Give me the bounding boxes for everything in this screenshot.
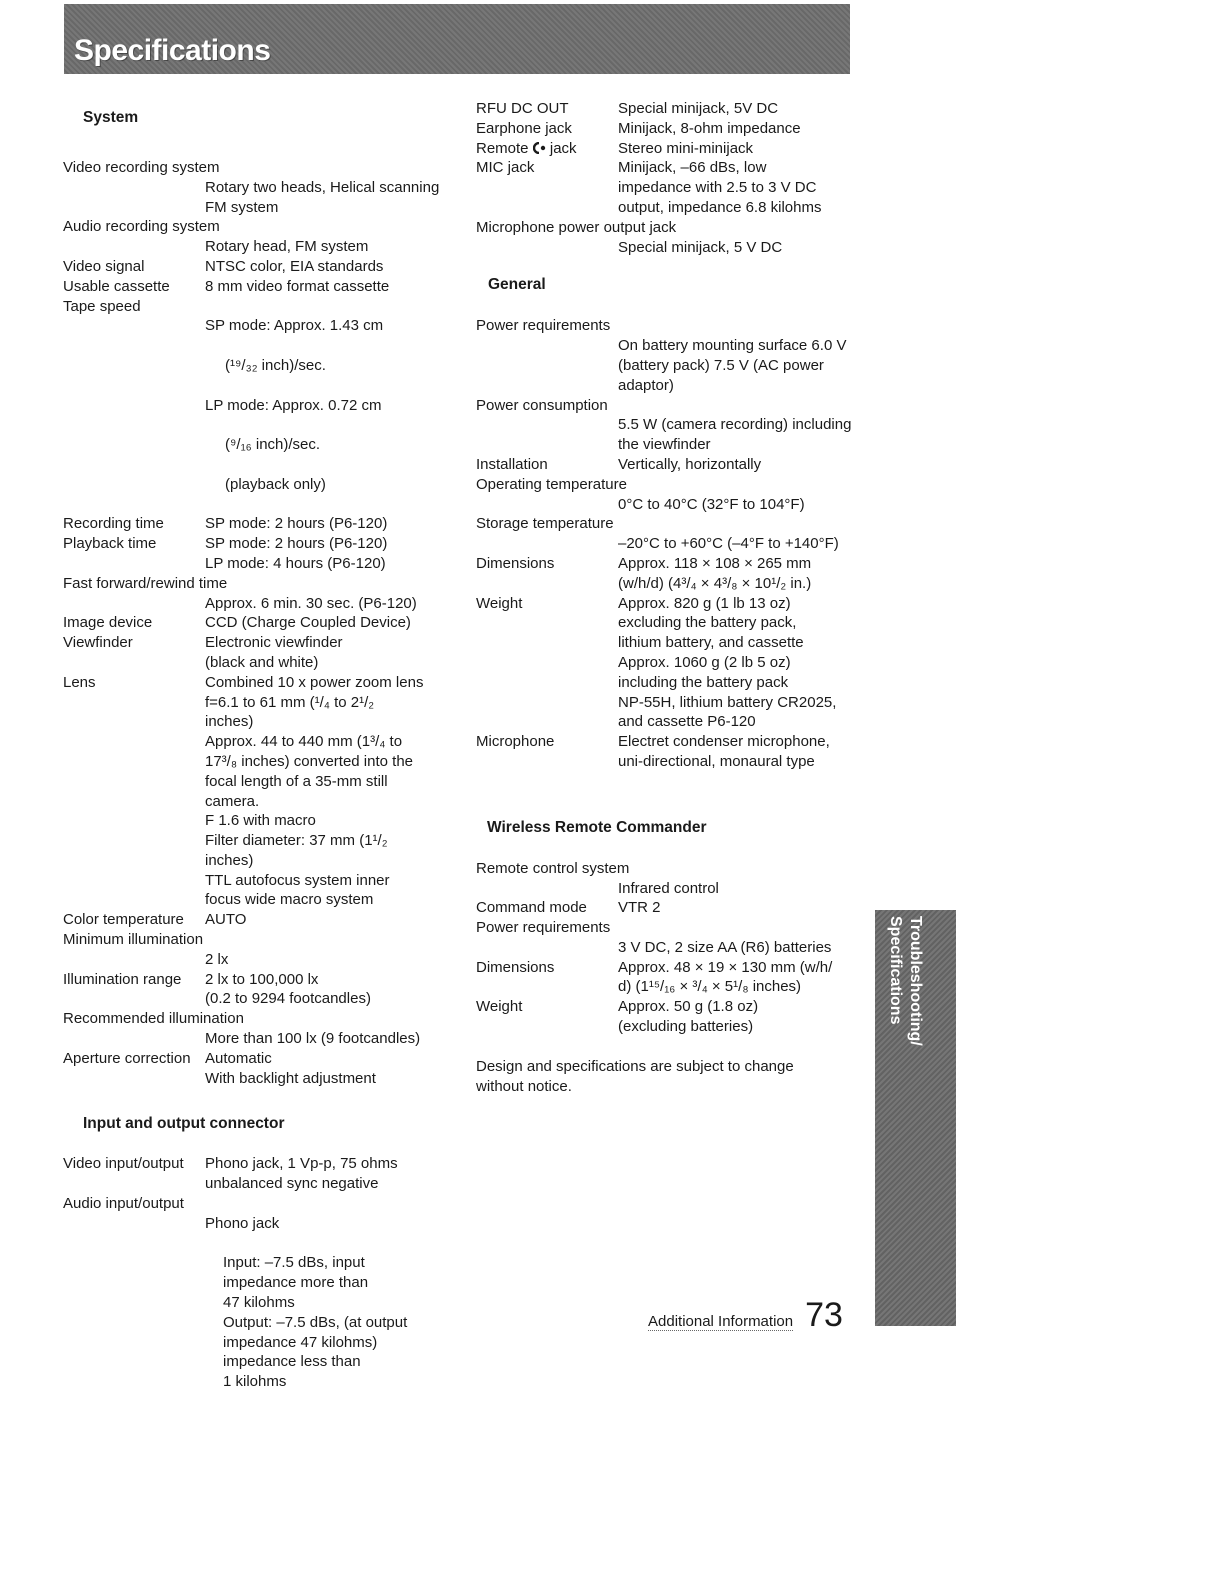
spec-value: Minijack, 8-ohm impedance [618,119,801,137]
spec-power-requirements [476,316,876,395]
remote-control-icon [533,142,546,154]
specifications-notice: Design and specifications are subject to change without notice. [476,1057,794,1095]
spec-value: 2 lx to 100,000 lx (0.2 to 9294 footcandles) [205,970,371,1008]
spec-video-signal [63,257,453,277]
spec-storage-temperature [476,514,876,554]
spec-remote-jack [476,139,876,159]
spec-remote-weight [476,997,876,1037]
spec-label: MIC jack [476,159,535,177]
page-number: 73 [805,1296,843,1334]
footer-section-name: Additional Information [648,1313,794,1330]
spec-playback-time [63,534,453,574]
spec-label: Audio input/output [63,1195,184,1213]
spec-value: Electronic viewfinder (black and white) [205,634,343,671]
spec-label: Illumination range [63,970,182,988]
spec-power-consumption [476,396,876,455]
right-column [476,99,876,1096]
spec-label: Fast forward/rewind time [63,574,228,592]
left-column [63,108,453,1412]
spec-label: Video recording system [63,159,220,176]
spec-mic-jack [476,158,876,217]
spec-label: Video input/output [63,1155,184,1173]
tape-speed-sp-rate: (¹⁹/₃₂ inch)/sec. [225,356,326,374]
spec-value: NTSC color, EIA standards [205,257,384,275]
spec-label: Aperture correction [63,1049,191,1067]
spec-aperture-correction [63,1049,453,1089]
spec-label: Installation [476,455,548,473]
spec-recording-time [63,514,453,534]
section-heading-io: Input and output connector [83,1115,285,1133]
spec-value: Combined 10 x power zoom lens f=6.1 to 61 mm (¹/₄ to 2¹/₂ inches) Approx. 44 to 440 mm (1³/₄ to 17³/₈ inches) converted into the focal length of a 35-mm still camera. F 1.6 with macro Filter diameter: 37 mm (1¹/₂ inches) TTL autofocus system inner focus wide macro system [205,673,424,909]
spec-operating-temperature [476,475,876,515]
spec-value: Special minijack, 5V DC [618,100,779,117]
spec-microphone [476,732,876,772]
spec-label: Power consumption [476,396,608,414]
title-bar [64,4,850,74]
spec-label: Storage temperature [476,515,614,533]
spec-label: Audio recording system [63,218,220,236]
tape-speed-lp-rate: (⁹/₁₆ inch)/sec. [225,436,321,454]
spec-label: Microphone [476,733,555,751]
spec-tape-speed [63,297,453,515]
spec-fast-forward [63,574,453,614]
spec-value [205,1194,453,1412]
spec-audio-recording [63,217,453,257]
spec-audio-io [63,1194,453,1412]
spec-label [476,139,618,159]
spec-value: Approx. 6 min. 30 sec. (P6-120) [205,594,417,612]
spec-earphone-jack [476,119,876,139]
spec-video-recording [63,158,453,217]
spec-label: Earphone jack [476,119,572,137]
spec-label: Microphone power output jack [476,218,677,236]
spec-value: On battery mounting surface 6.0 V (battery pack) 7.5 V (AC power adaptor) [618,337,847,394]
sidebar-section-tab [875,910,956,1326]
spec-value: 2 lx [205,950,229,968]
spec-lens [63,673,453,911]
spec-label: Color temperature [63,911,184,929]
spec-usable-cassette [63,277,453,297]
spec-value: Special minijack, 5 V DC [618,238,783,256]
spec-viewfinder [63,633,453,673]
tape-speed-sp: SP mode: Approx. 1.43 cm [205,317,384,335]
spec-illumination-range [63,970,453,1010]
audio-io-detail: Input: –7.5 dBs, input impedance more than 47 kilohms Output: –7.5 dBs, (at output impedance 47 kilohms) impedance less than 1 kilohms [223,1254,408,1391]
tape-speed-lp-note: (playback only) [225,475,326,493]
page-title: Specifications [74,34,271,67]
spec-value: 5.5 W (camera recording) including the viewfinder [618,416,852,454]
spec-value: SP mode: 2 hours (P6-120) [205,515,388,533]
spec-value: VTR 2 [618,899,661,917]
spec-label: Dimensions [476,958,555,976]
spec-remote-dimensions [476,958,876,998]
spec-label: Playback time [63,535,157,553]
spec-command-mode [476,898,876,918]
spec-label: Video signal [63,257,145,275]
section-heading-system: System [83,109,139,126]
audio-io-type: Phono jack [205,1214,280,1232]
spec-value: Stereo mini-minijack [618,139,754,157]
spec-video-io [63,1154,453,1194]
spec-value: Approx. 118 × 108 × 265 mm (w/h/d) (4³/₄ × 4³/₈ × 10¹/₂ in.) [618,554,812,592]
remote-label-jack: jack [549,139,577,157]
spec-value: Approx. 50 g (1.8 oz) (excluding batteries) [618,998,759,1036]
spec-value: Minijack, –66 dBs, low impedance with 2.5 to 3 V DC output, impedance 6.8 kilohms [618,159,822,216]
spec-label: Weight [476,998,523,1016]
spec-label: Recommended illumination [63,1010,244,1028]
spec-image-device [63,613,453,633]
remote-label: Remote [476,139,529,157]
spec-rfu-dc-out [476,99,876,119]
spec-label: Remote control system [476,859,630,877]
spec-label: Operating temperature [476,475,627,493]
spec-weight [476,594,876,733]
sidebar-tab-text: Troubleshooting/ Specifications [887,916,924,1046]
spec-label: Command mode [476,899,587,917]
spec-value: –20°C to +60°C (–4°F to +140°F) [618,535,839,553]
spec-label: Power requirements [476,919,611,937]
section-heading-remote: Wireless Remote Commander [487,818,707,836]
spec-label: Dimensions [476,554,555,572]
spec-value: More than 100 lx (9 footcandles) [205,1030,421,1048]
spec-mic-power [476,218,876,258]
spec-value: 0°C to 40°C (32°F to 104°F) [618,495,805,513]
page-footer [648,1296,843,1335]
spec-value: Approx. 820 g (1 lb 13 oz) excluding the battery pack, lithium battery, and cassette Approx. 1060 g (2 lb 5 oz) including the battery pack NP-55H, lithium battery CR2025, and cassette P6-120 [618,594,837,731]
spec-value: Automatic With backlight adjustment [205,1049,376,1087]
spec-value: SP mode: 2 hours (P6-120) LP mode: 4 hours (P6-120) [205,535,388,572]
spec-value: Electret condenser microphone, uni-directional, monaural type [618,733,830,770]
spec-value: AUTO [205,911,247,929]
spec-label: Usable cassette [63,277,170,295]
spec-value: Vertically, horizontally [618,455,762,473]
spec-label: Minimum illumination [63,931,204,949]
spec-value: Rotary two heads, Helical scanning FM system [205,178,440,216]
spec-recommended-illumination [63,1009,453,1049]
spec-value: 8 mm video format cassette [205,277,390,295]
spec-dimensions [476,554,876,594]
spec-label: Image device [63,614,153,632]
spec-value [205,297,453,515]
spec-label: Lens [63,673,96,691]
spec-value: 3 V DC, 2 size AA (R6) batteries [618,938,832,956]
spec-remote-power [476,918,876,958]
spec-label: Weight [476,594,523,612]
section-heading-general: General [488,276,546,294]
spec-label: Power requirements [476,317,611,335]
spec-value: Infrared control [618,879,719,897]
spec-value: Rotary head, FM system [205,238,369,256]
spec-value: Phono jack, 1 Vp-p, 75 ohms unbalanced sync negative [205,1155,398,1193]
spec-minimum-illumination [63,930,453,970]
spec-color-temperature [63,910,453,930]
spec-label: Viewfinder [63,634,133,652]
spec-label: RFU DC OUT [476,100,569,117]
spec-installation [476,455,876,475]
tape-speed-lp: LP mode: Approx. 0.72 cm [205,396,382,414]
spec-label: Tape speed [63,297,141,315]
spec-remote-system [476,859,876,899]
spec-label: Recording time [63,515,164,533]
spec-value: Approx. 48 × 19 × 130 mm (w/h/ d) (1¹⁵/₁₆ × ³/₄ × 5¹/₈ inches) [618,958,833,996]
spec-value: CCD (Charge Coupled Device) [205,614,411,632]
